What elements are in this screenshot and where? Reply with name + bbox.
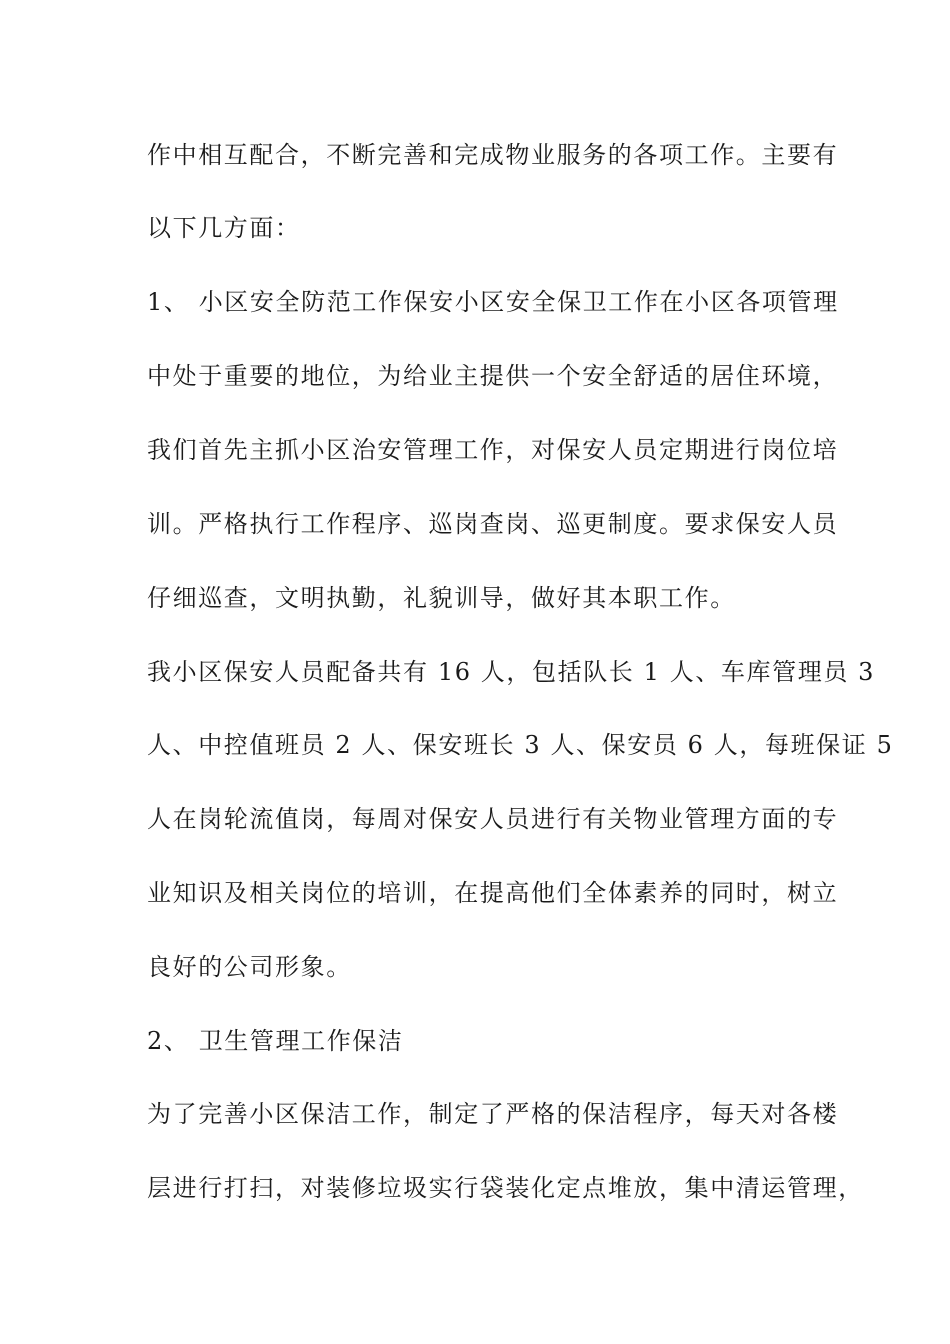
text-line: 作中相互配合，不断完善和完成物业服务的各项工作。主要有 — [147, 141, 839, 169]
text-line: 仔细巡查，文明执勤，礼貌训导，做好其本职工作。 — [147, 584, 736, 612]
text-line: 以下几方面： — [147, 214, 301, 242]
text-line: 层进行打扫，对装修垃圾实行袋装化定点堆放，集中清运管理， — [147, 1174, 864, 1202]
text-line: 我小区保安人员配备共有 16 人，包括队长 1 人、车库管理员 3 — [147, 658, 876, 686]
text-line: 业知识及相关岗位的培训，在提高他们全体素养的同时，树立 — [147, 879, 839, 907]
list-item-heading: 2、 卫生管理工作保洁 — [147, 1027, 404, 1055]
list-item-heading: 1、 小区安全防范工作保安小区安全保卫工作在小区各项管理 — [147, 288, 839, 316]
text-line: 训。严格执行工作程序、巡岗查岗、巡更制度。要求保安人员 — [147, 510, 839, 538]
text-line: 人在岗轮流值岗，每周对保安人员进行有关物业管理方面的专 — [147, 805, 839, 833]
text-line: 我们首先主抓小区治安管理工作，对保安人员定期进行岗位培 — [147, 436, 839, 464]
text-line: 良好的公司形象。 — [147, 953, 352, 981]
text-line: 人、中控值班员 2 人、保安班长 3 人、保安员 6 人，每班保证 5 — [147, 731, 894, 759]
text-line: 中处于重要的地位，为给业主提供一个安全舒适的居住环境， — [147, 362, 839, 390]
text-line: 为了完善小区保洁工作，制定了严格的保洁程序，每天对各楼 — [147, 1100, 839, 1128]
